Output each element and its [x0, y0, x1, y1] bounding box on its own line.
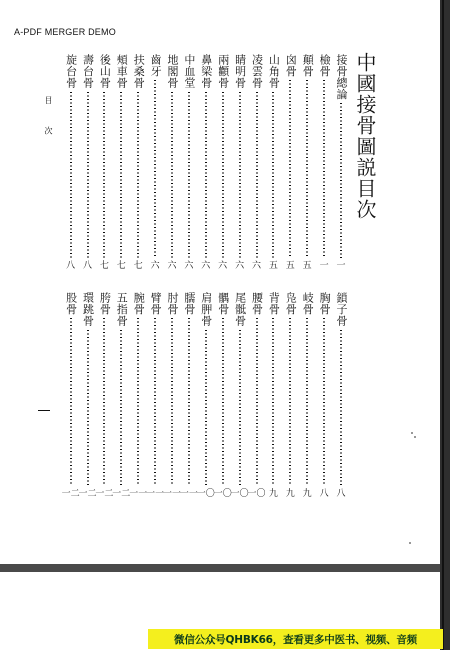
toc-entry-page: 一: [319, 261, 329, 271]
toc-entry-title: 頰車骨: [115, 54, 129, 89]
toc-entry-title: 鼻梁骨: [199, 54, 213, 89]
leader-dots: [323, 318, 325, 486]
leader-dots: [222, 318, 224, 486]
toc-entry: [233, 54, 247, 272]
toc-entry-page: 七: [99, 261, 109, 271]
leader-dots: [205, 92, 207, 259]
leader-dots: [137, 318, 139, 486]
speck: [411, 432, 413, 434]
leader-dots: [306, 80, 308, 258]
leader-dots: [323, 80, 325, 258]
toc-entry-title: 地閣骨: [166, 54, 179, 89]
toc-entry-title: 顛骨: [301, 54, 315, 77]
toc-entry-page: 一二: [112, 489, 131, 499]
toc-entry-title: 胯骨: [98, 292, 112, 315]
toc-entry-title: 凌雲骨: [250, 54, 264, 89]
folio-dash: [38, 410, 50, 411]
toc-entry: [112, 292, 131, 500]
toc-entry-page: 九: [285, 489, 295, 499]
toc-entry: [230, 292, 249, 500]
leader-dots: [87, 92, 89, 259]
toc-entry-title: 囟骨: [284, 54, 298, 77]
toc-entry-title: 鎖子骨: [335, 292, 348, 327]
toc-entry-page: 五: [285, 261, 295, 271]
toc-entry: [129, 292, 148, 500]
leader-dots: [289, 80, 291, 258]
leader-dots: [87, 330, 89, 487]
leader-dots: [340, 103, 342, 258]
toc-entry: [266, 292, 280, 500]
leader-dots: [171, 92, 173, 259]
toc-entry-page: 八: [336, 489, 346, 499]
toc-entry-page: 一〇: [213, 489, 232, 499]
leader-dots: [239, 92, 241, 259]
toc-entry: [216, 54, 230, 272]
leader-dots: [188, 92, 190, 259]
toc-entry-title: 尾骶骨: [233, 292, 247, 327]
toc-entry: [182, 54, 196, 272]
toc-entry-page: 五: [268, 261, 278, 271]
leader-dots: [205, 330, 207, 487]
toc-entry-title: 中血堂: [182, 54, 196, 89]
leader-dots: [340, 330, 342, 487]
toc-entry-title: 五指骨: [115, 292, 129, 327]
leader-dots: [70, 92, 72, 259]
leader-dots: [137, 92, 139, 259]
toc-entry: [61, 292, 80, 500]
leader-dots: [256, 318, 258, 486]
toc-entry-page: 一一: [146, 489, 165, 499]
toc-entry-page: 六: [251, 261, 261, 271]
speck: [409, 542, 411, 544]
toc-entry: [300, 292, 314, 500]
leader-dots: [272, 92, 274, 259]
toc-entry-page: 一〇: [196, 489, 215, 499]
toc-entry: [97, 54, 111, 272]
toc-entry-page: 六: [201, 261, 211, 271]
leader-dots: [120, 92, 122, 259]
toc-entry: [148, 54, 162, 272]
toc-entry: [317, 292, 331, 500]
toc-entry: [334, 292, 348, 500]
leader-dots: [171, 318, 173, 486]
toc-entry: [213, 292, 232, 500]
footer-text: 微信公众号QHBK66，查看更多中医书、视频、音频: [174, 633, 417, 646]
toc-entry-page: 七: [116, 261, 126, 271]
toc-entry-title: 齒牙: [149, 54, 163, 77]
leader-dots: [103, 318, 105, 486]
toc-entry: [163, 292, 182, 500]
toc-entry: [283, 54, 297, 272]
toc-entry-title: 肩胛骨: [199, 292, 213, 327]
leader-dots: [154, 80, 156, 258]
page-title: 中國接骨圖説目次: [353, 52, 377, 220]
leader-dots: [120, 330, 122, 487]
toc-entry-title: 股骨: [64, 292, 78, 315]
toc-entry-page: 六: [184, 261, 194, 271]
toc-entry: [146, 292, 165, 500]
toc-entry-title: 環跳骨: [81, 292, 95, 327]
toc-entry-page: 一〇: [230, 489, 249, 499]
toc-entry: [179, 292, 198, 500]
leader-dots: [70, 318, 72, 486]
toc-entry-title: 睛明骨: [233, 54, 247, 89]
toc-entry-page: 一二: [95, 489, 114, 499]
leader-dots: [154, 318, 156, 486]
toc-entry: [283, 292, 297, 500]
toc-entry-title: 髃骨: [216, 292, 230, 315]
viewer-scroll-edge: [440, 0, 450, 650]
toc-entry-title: 接骨總論: [335, 54, 348, 100]
toc-entry-title: 壽台骨: [81, 54, 95, 89]
toc-entry-page: 七: [133, 261, 143, 271]
toc-entry-title: 扶桑骨: [132, 54, 146, 89]
toc-entry-title: 凫骨: [284, 292, 298, 315]
toc-entry: [266, 54, 280, 272]
leader-dots: [272, 318, 274, 486]
toc-entry-page: 八: [319, 489, 329, 499]
leader-dots: [256, 92, 258, 259]
toc-entry-title: 旋台骨: [64, 54, 78, 89]
toc-entry-page: 一一: [179, 489, 198, 499]
toc-entry: [131, 54, 145, 272]
toc-entry: [196, 292, 215, 500]
toc-entry: [334, 54, 348, 272]
toc-entry: [64, 54, 78, 272]
toc-entry-title: 臂骨: [149, 292, 163, 315]
leader-dots: [306, 318, 308, 486]
toc-entry-page: 五: [302, 261, 312, 271]
toc-entry-page: 九: [268, 489, 278, 499]
toc-entry-page: 九: [302, 489, 312, 499]
toc-entry-title: 胸骨: [318, 292, 332, 315]
toc-entry: [199, 54, 213, 272]
leader-dots: [239, 330, 241, 487]
leader-dots: [289, 318, 291, 486]
toc-entry-page: 八: [66, 261, 76, 271]
margin-mark: 目 次: [44, 96, 53, 145]
toc-entry-page: 八: [82, 261, 92, 271]
toc-entry-page: 一: [336, 261, 346, 271]
toc-entry-title: 山角骨: [267, 54, 281, 89]
toc-entry: [300, 54, 314, 272]
toc-entry: [165, 54, 179, 272]
watermark-label: A-PDF MERGER DEMO: [14, 27, 116, 37]
toc-entry-title: 後山骨: [98, 54, 112, 89]
toc-entry-title: 兩顴骨: [216, 54, 230, 89]
toc-entry-title: 臑骨: [182, 292, 196, 315]
toc-entry: [78, 292, 97, 500]
toc-entry: [250, 54, 264, 272]
toc-entry-title: 背骨: [267, 292, 281, 315]
toc-entry-page: 一二: [78, 489, 97, 499]
toc-entry-page: 一一: [163, 489, 182, 499]
toc-entry-title: 肘骨: [166, 292, 179, 315]
toc-entry-title: 腕骨: [132, 292, 146, 315]
leader-dots: [188, 318, 190, 486]
leader-dots: [222, 92, 224, 259]
toc-entry-title: 岐骨: [301, 292, 315, 315]
toc-entry-title: 腰骨: [250, 292, 264, 315]
toc-entry: [81, 54, 95, 272]
toc-entry: [114, 54, 128, 272]
toc-entry-page: 一二: [61, 489, 80, 499]
toc-entry-page: 六: [150, 261, 160, 271]
toc-entry-page: 六: [235, 261, 245, 271]
footer-banner: [148, 629, 443, 649]
toc-entry-page: 一〇: [247, 489, 266, 499]
toc-entry: [247, 292, 266, 500]
toc-entry-page: 一一: [129, 489, 148, 499]
toc-entry: [317, 54, 331, 272]
toc-entry-title: 檢骨: [318, 54, 332, 77]
toc-entry-page: 六: [167, 261, 177, 271]
toc-entry: [95, 292, 114, 500]
speck: [414, 436, 416, 438]
toc-entry-page: 六: [218, 261, 228, 271]
leader-dots: [103, 92, 105, 259]
